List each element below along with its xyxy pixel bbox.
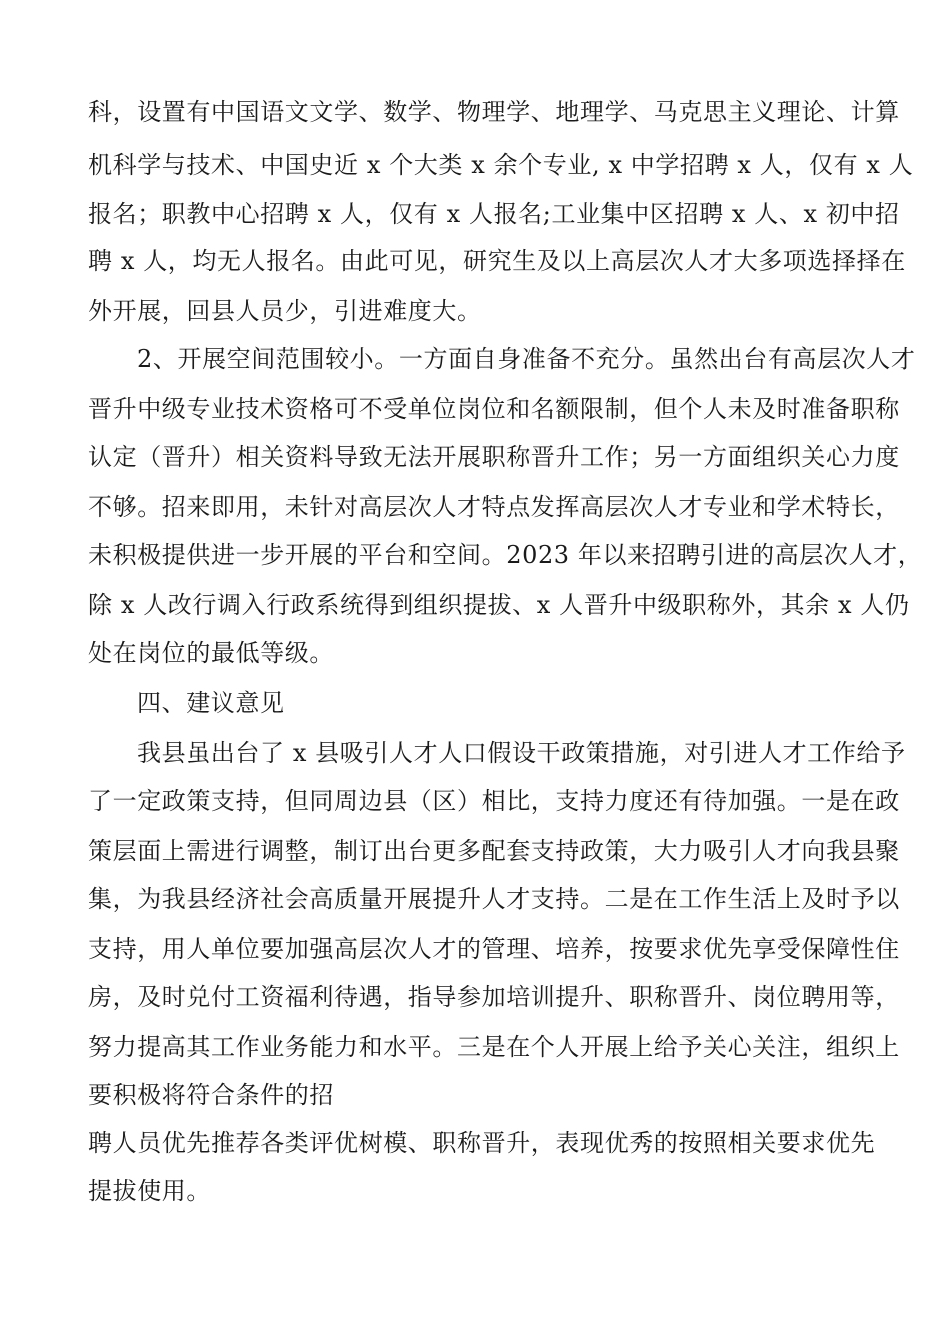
text-line: 除 x 人改行调入行政系统得到组织提拔、x 人晋升中级职称外，其余 x 人仍 — [88, 591, 910, 619]
text-line: 报名；职教中心招聘 x 人，仅有 x 人报名;工业集中区招聘 x 人、x 初中招 — [88, 200, 900, 228]
text-line: 房，及时兑付工资福利待遇，指导参加培训提升、职称晋升、岗位聘用等， — [88, 983, 900, 1011]
paragraph-start-line: 我县虽出台了 x 县吸引人才人口假设干政策措施，对引进人才工作给予 — [137, 739, 906, 767]
text-line: 认定（晋升）相关资料导致无法开展职称晋升工作；另一方面组织关心力度 — [88, 443, 900, 471]
text-line: 处在岗位的最低等级。 — [88, 639, 334, 667]
text-line: 未积极提供进一步开展的平台和空间。2023 年以来招聘引进的高层次人才， — [88, 541, 923, 569]
text-line: 晋升中级专业技术资格可不受单位岗位和名额限制，但个人未及时准备职称 — [88, 395, 900, 423]
text-line: 提拔使用。 — [88, 1177, 211, 1205]
paragraph-start-line: 2、开展空间范围较小。一方面自身准备不充分。虽然出台有高层次人才 — [137, 345, 916, 373]
text-line: 聘 x 人，均无人报名。由此可见，研究生及以上高层次人才大多项选择择在 — [88, 247, 906, 275]
text-line: 机科学与技术、中国史近 x 个大类 x 余个专业, x 中学招聘 x 人，仅有 x 人 — [88, 151, 914, 179]
text-line: 努力提高其工作业务能力和水平。三是在个人开展上给予关心关注，组织上 — [88, 1033, 900, 1061]
section-heading: 四、建议意见 — [137, 689, 285, 717]
text-line: 集，为我县经济社会高质量开展提升人才支持。二是在工作生活上及时予以 — [88, 885, 900, 913]
text-line: 科，设置有中国语文文学、数学、物理学、地理学、马克思主义理论、计算 — [88, 98, 900, 126]
text-line: 支持，用人单位要加强高层次人才的管理、培养，按要求优先享受保障性住 — [88, 935, 900, 963]
text-line: 了一定政策支持，但同周边县（区）相比，支持力度还有待加强。一是在政 — [88, 787, 900, 815]
text-line: 不够。招来即用，未针对高层次人才特点发挥高层次人才专业和学术特长， — [88, 493, 900, 521]
text-line: 要积极将符合条件的招 — [88, 1081, 334, 1109]
text-line: 外开展，回县人员少，引进难度大。 — [88, 297, 482, 325]
text-line: 聘人员优先推荐各类评优树模、职称晋升，表现优秀的按照相关要求优先 — [88, 1129, 876, 1157]
text-line: 策层面上需进行调整，制订出台更多配套支持政策，大力吸引人才向我县聚 — [88, 837, 900, 865]
